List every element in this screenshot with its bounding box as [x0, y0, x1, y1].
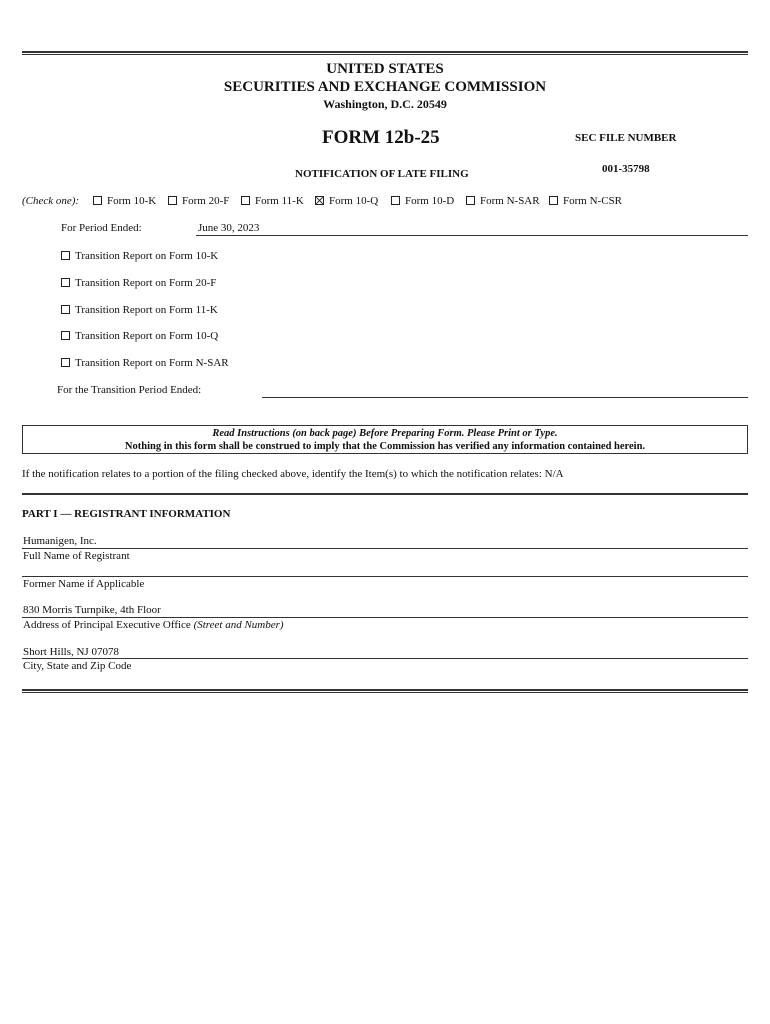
- checkbox-icon[interactable]: [61, 331, 70, 340]
- agency-line2: SECURITIES AND EXCHANGE COMMISSION: [223, 79, 547, 95]
- form-title: FORM 12b-25: [322, 127, 440, 148]
- option-form-10-k[interactable]: Form 10-K: [93, 195, 156, 207]
- city-value[interactable]: Short Hills, NJ 07078: [23, 646, 119, 658]
- relates-text: If the notification relates to a portion of the filing checked above, identify the Item(s) to which the notification relates: N/A: [22, 468, 564, 480]
- checkbox-icon[interactable]: [61, 305, 70, 314]
- check-one-label: (Check one):: [22, 195, 80, 207]
- option-form-n-csr[interactable]: Form N-CSR: [549, 195, 622, 207]
- checkbox-icon[interactable]: [241, 196, 250, 205]
- notice-line1: Read Instructions (on back page) Before Preparing Form. Please Print or Type.: [212, 428, 558, 439]
- checkbox-icon[interactable]: [61, 358, 70, 367]
- registrant-name-value[interactable]: Humanigen, Inc.: [23, 535, 97, 547]
- transition-n-sar[interactable]: Transition Report on Form N-SAR: [61, 357, 229, 369]
- address-value[interactable]: 830 Morris Turnpike, 4th Floor: [23, 604, 161, 616]
- registrant-name-label: Full Name of Registrant: [23, 550, 130, 562]
- checkbox-icon[interactable]: [549, 196, 558, 205]
- bottom-double-rule: [22, 689, 748, 693]
- option-form-11-k[interactable]: Form 11-K: [241, 195, 304, 207]
- notification-title: NOTIFICATION OF LATE FILING: [295, 168, 469, 180]
- period-value[interactable]: June 30, 2023: [198, 222, 260, 234]
- city-underline: [22, 658, 748, 659]
- city-label: City, State and Zip Code: [23, 660, 132, 672]
- checkbox-icon[interactable]: [61, 251, 70, 260]
- registrant-name-underline: [22, 548, 748, 549]
- sec-file-label: SEC FILE NUMBER: [575, 132, 677, 144]
- checkbox-icon[interactable]: [61, 278, 70, 287]
- checkbox-icon[interactable]: [93, 196, 102, 205]
- checked-checkbox-icon[interactable]: [315, 196, 324, 205]
- transition-10-q[interactable]: Transition Report on Form 10-Q: [61, 330, 218, 342]
- transition-11-k[interactable]: Transition Report on Form 11-K: [61, 304, 218, 316]
- period-label: For Period Ended:: [61, 222, 142, 234]
- option-form-10-d[interactable]: Form 10-D: [391, 195, 454, 207]
- transition-period-field[interactable]: [262, 397, 748, 398]
- address-underline: [22, 617, 748, 618]
- location: Washington, D.C. 20549: [323, 97, 447, 111]
- former-name-underline[interactable]: [22, 576, 748, 577]
- instructions-notice: [22, 425, 748, 454]
- checkbox-icon[interactable]: [466, 196, 475, 205]
- notice-line2: Nothing in this form shall be construed to imply that the Commission has verified any information contained herein.: [124, 441, 646, 452]
- part1-title: PART I — REGISTRANT INFORMATION: [22, 508, 231, 520]
- section-divider: [22, 493, 748, 495]
- checkbox-icon[interactable]: [168, 196, 177, 205]
- former-name-label: Former Name if Applicable: [23, 578, 145, 590]
- period-underline: [196, 235, 748, 236]
- option-form-10-q[interactable]: Form 10-Q: [315, 195, 378, 207]
- address-label: Address of Principal Executive Office (Street and Number): [23, 619, 284, 631]
- transition-10-k[interactable]: Transition Report on Form 10-K: [61, 250, 218, 262]
- sec-file-number: 001-35798: [602, 163, 650, 175]
- option-form-n-sar[interactable]: Form N-SAR: [466, 195, 540, 207]
- transition-period-label: For the Transition Period Ended:: [57, 384, 202, 396]
- top-double-rule: [22, 51, 748, 55]
- option-form-20-f[interactable]: Form 20-F: [168, 195, 229, 207]
- checkbox-icon[interactable]: [391, 196, 400, 205]
- transition-20-f[interactable]: Transition Report on Form 20-F: [61, 277, 216, 289]
- agency-line1: UNITED STATES: [326, 61, 444, 77]
